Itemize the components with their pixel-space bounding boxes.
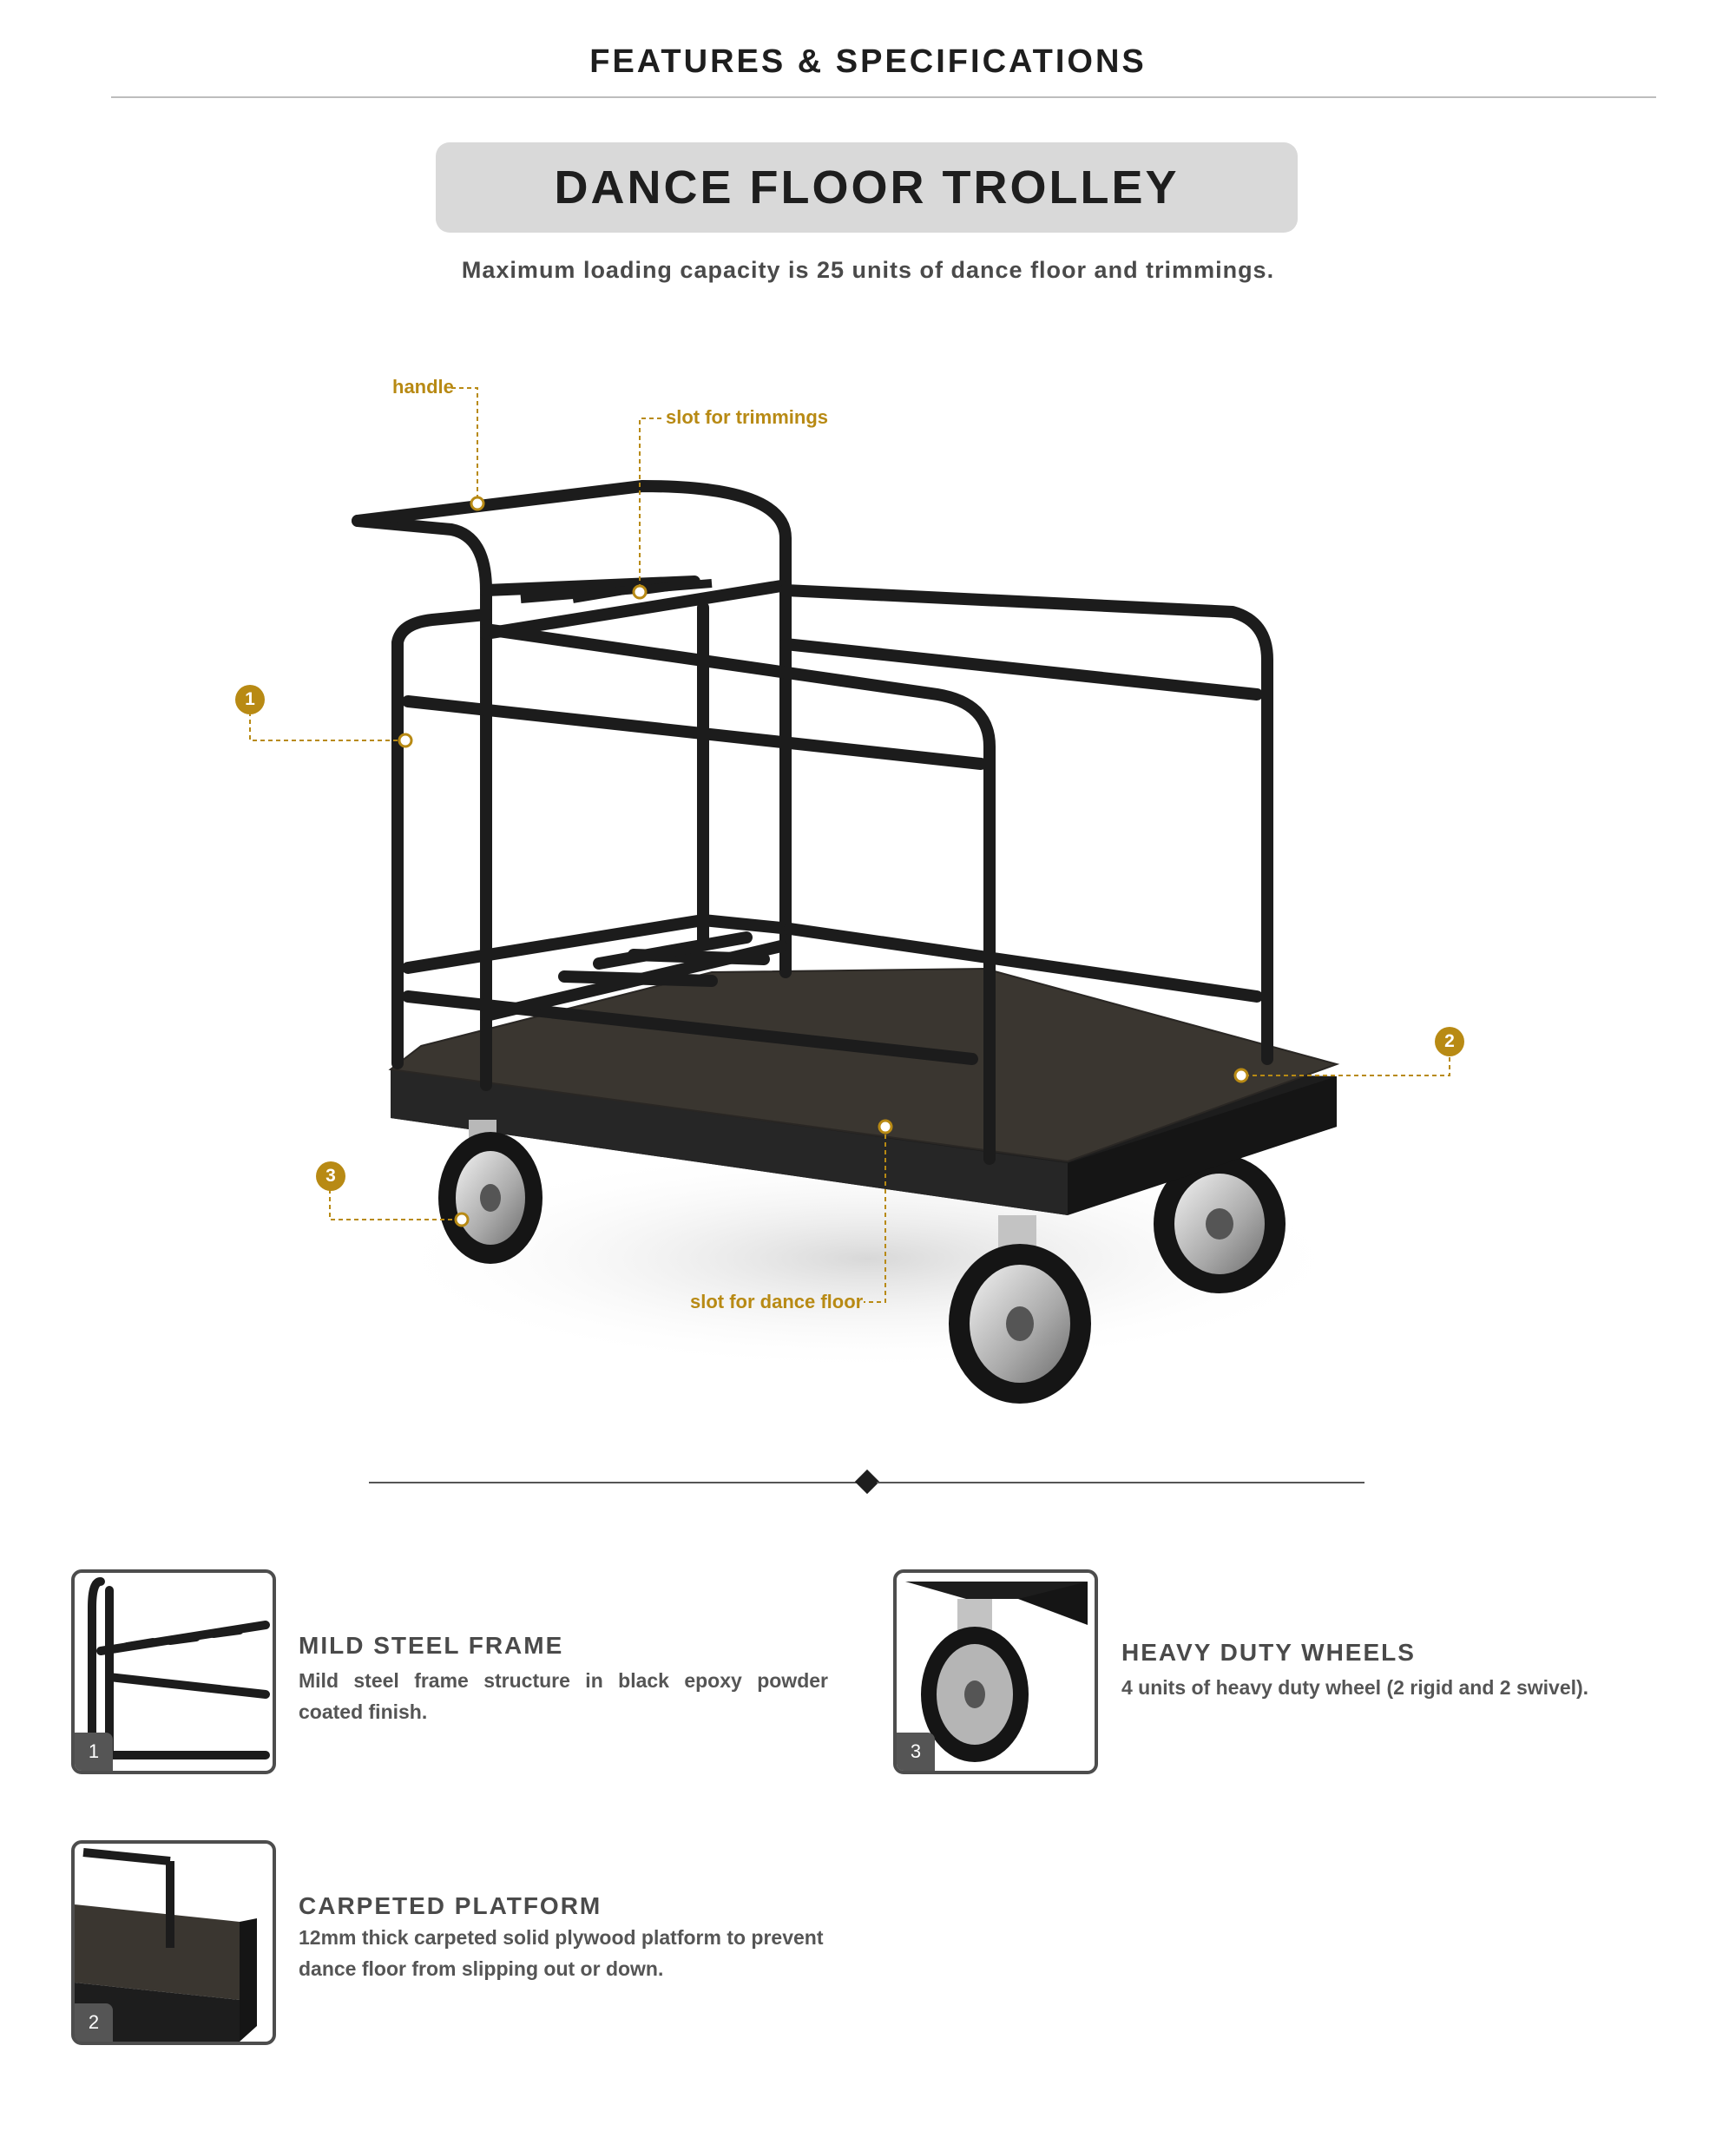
feature-number-badge: 1 (75, 1733, 113, 1771)
feature-title-frame: MILD STEEL FRAME (299, 1632, 564, 1659)
header-divider (111, 96, 1656, 98)
feature-desc-platform: 12mm thick carpeted solid plywood platform to prevent dance floor from slipping out or down. (299, 1926, 824, 1980)
trolley-illustration (0, 330, 1736, 1441)
callout-badge-2: 2 (1435, 1027, 1464, 1056)
feature-desc-wheels: 4 units of heavy duty wheel (2 rigid and 2 swivel). (1121, 1676, 1589, 1699)
front-left-wheel (438, 1120, 542, 1264)
section-divider-left (369, 1482, 859, 1483)
feature-thumbnail-frame (71, 1569, 276, 1774)
feature-title-platform: CARPETED PLATFORM (299, 1892, 602, 1919)
section-divider-right (877, 1482, 1364, 1483)
page-header-title: FEATURES & SPECIFICATIONS (589, 43, 1147, 80)
feature-number-badge: 3 (897, 1733, 935, 1771)
product-subtitle: Maximum loading capacity is 25 units of dance floor and trimmings. (461, 257, 1275, 283)
callout-slot-dance-floor: slot for dance floor (690, 1291, 864, 1312)
feature-number-badge: 2 (75, 2003, 113, 2042)
product-title: DANCE FLOOR TROLLEY (554, 161, 1180, 214)
callout-handle: handle (392, 376, 454, 398)
callout-badge-1: 1 (235, 685, 265, 714)
feature-desc-frame: Mild steel frame structure in black epoxy powder coated finish. (299, 1669, 828, 1723)
feature-thumbnail-platform (71, 1840, 276, 2045)
feature-thumbnail-wheels (893, 1569, 1098, 1774)
product-title-banner (436, 142, 1298, 233)
feature-title-wheels: HEAVY DUTY WHEELS (1121, 1639, 1416, 1666)
callout-badge-3: 3 (316, 1161, 345, 1191)
callout-slot-trimmings: slot for trimmings (666, 406, 829, 428)
divider-diamond-icon (855, 1470, 879, 1494)
